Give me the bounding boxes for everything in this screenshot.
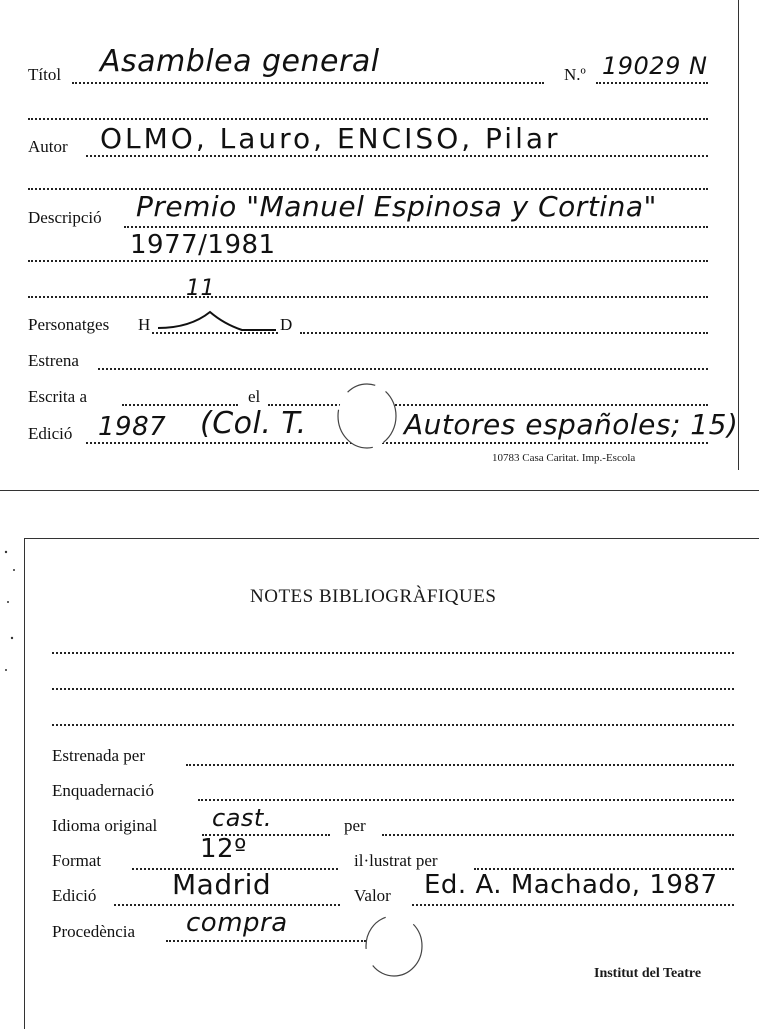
valor-line [412, 904, 734, 906]
notes-heading: NOTES BIBLIOGRÀFIQUES [250, 586, 497, 607]
numero-label: N.º [564, 65, 586, 84]
procedencia-value: compra [186, 908, 288, 938]
enquadernacio-line [198, 799, 734, 801]
format-value: 12º [200, 834, 247, 864]
blank-line-3 [28, 296, 708, 298]
notes-line-1 [52, 652, 734, 654]
format-label: Format [52, 851, 102, 870]
personatges-d-label: D [280, 315, 293, 334]
procedencia-line [166, 940, 366, 942]
numero-line [596, 82, 708, 84]
edicio-label: Edició [28, 424, 73, 443]
illustrat-label: il·lustrat per [354, 851, 438, 870]
autor-value: OLMO, Lauro, ENCISO, Pilar [100, 122, 561, 155]
valor-label: Valor [354, 886, 391, 905]
valor-value: Ed. A. Machado, 1987 [424, 870, 718, 900]
card-front-bottom-edge [0, 490, 759, 491]
autor-line [86, 155, 708, 157]
edicio-value-collection: (Col. T. [200, 406, 307, 441]
per-label: per [344, 816, 366, 835]
back-edicio-line [114, 904, 340, 906]
procedencia-label: Procedència [52, 922, 136, 941]
edicio-value-year: 1987 [98, 412, 167, 442]
printer-note: 10783 Casa Caritat. Imp.-Escola [492, 452, 636, 464]
idioma-value: cast. [212, 804, 272, 832]
scan-edge-specks [0, 540, 22, 700]
descripcio-line-2 [28, 260, 708, 262]
estrena-label: Estrena [28, 351, 79, 370]
personatges-hand-stroke [150, 306, 280, 336]
personatges-d-line [300, 332, 708, 334]
titol-line [72, 82, 544, 84]
blank-line-1 [28, 118, 708, 120]
punch-hole-front [336, 376, 398, 450]
back-edicio-label: Edició [52, 886, 97, 905]
el-line [268, 404, 708, 406]
escrita-label: Escrita a [28, 387, 87, 406]
numero-value: 19029 N [602, 52, 708, 80]
estrenada-line [186, 764, 734, 766]
back-edicio-value: Madrid [172, 868, 272, 901]
personatges-h-label: H [138, 315, 151, 334]
titol-label: Títol [28, 65, 62, 84]
descripcio-value-line2: 1977/1981 [130, 230, 276, 260]
enquadernacio-label: Enquadernació [52, 781, 154, 800]
personatges-label: Personatges [28, 315, 110, 334]
descripcio-line-1 [124, 226, 708, 228]
notes-line-2 [52, 688, 734, 690]
edicio-value-series: Autores españoles; 15) [404, 408, 739, 441]
estrenada-label: Estrenada per [52, 746, 145, 765]
extra-value: 11 [186, 276, 215, 301]
notes-line-3 [52, 724, 734, 726]
per-line [382, 834, 734, 836]
descripcio-label: Descripció [28, 208, 102, 227]
autor-label: Autor [28, 137, 68, 156]
idioma-label: Idioma original [52, 816, 158, 835]
estrena-line [98, 368, 708, 370]
el-label: el [248, 387, 261, 406]
titol-value: Asamblea general [100, 44, 380, 79]
punch-hole-back [362, 912, 426, 980]
institution-footer: Institut del Teatre [594, 966, 702, 981]
descripcio-value-line1: Premio "Manuel Espinosa y Cortina" [136, 190, 657, 223]
